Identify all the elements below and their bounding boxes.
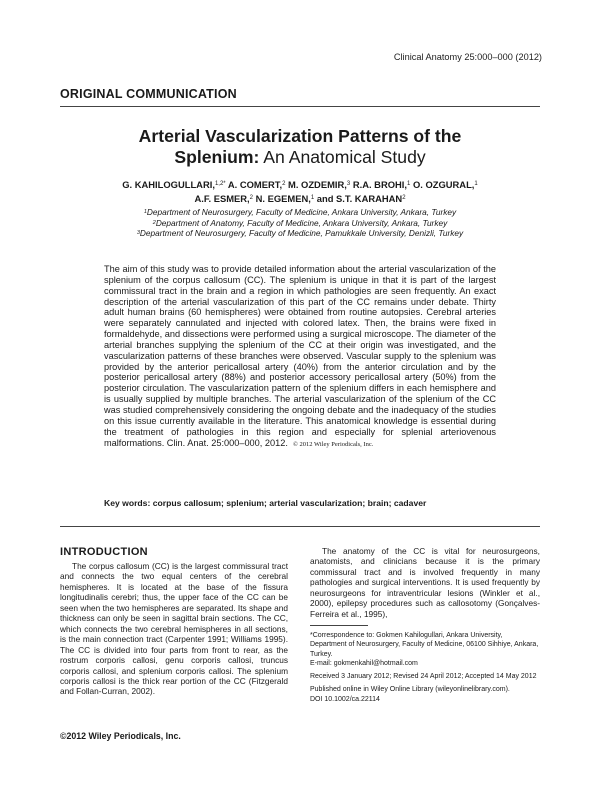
affiliation-marker: 2 — [152, 219, 156, 226]
correspondence-note — [310, 631, 540, 668]
title-line-2 — [60, 147, 540, 168]
affiliation-list — [60, 207, 540, 239]
author-name: A.F. ESMER, — [194, 193, 250, 204]
header-divider — [60, 106, 540, 107]
author-affiliation-marker: 1 — [474, 181, 478, 187]
introduction-heading: INTRODUCTION — [60, 546, 148, 558]
author-name: G. KAHILOGULLARI, — [122, 179, 215, 190]
section-label: ORIGINAL COMMUNICATION — [60, 87, 237, 101]
body-column-right: The anatomy of the CC is vital for neurosurgeons, anatomists, and clinicians because it is the primary commissural tract and is involved frequently in many pathologies and surgical interventions. It is used frequently by neurosurgeons for intraventricular lesions (Winkler et al., 2000), epilepsy procedures such as callosotomy (Gonçalves-Ferreira et al., 1995), — [310, 546, 540, 619]
correspondence-email: E-mail: gokmenkahil@hotmail.com — [310, 659, 418, 667]
abstract-text: The aim of this study was to provide detailed information about the arterial vascularization of the splenium of the corpus callosum (CC). The splenium is unique in that it is part of the largest commissural tract in the brain and a region in which pathologies are seen frequently. An exact description of the arterial vascularization of this part of the CC remains under debate. Thirty adult human brains (60 hemispheres) were obtained from routine autopsies. Cerebral arteries were separately cannulated and injected with colored latex. Then, the brains were fixed in formaldehyde, and dissections were performed using a surgical microscope. The diameter of the arterial branches supplying the splenium of the CC at their origin was investigated, and the vascularization patterns of these branches were observed. Vascular supply to the splenium was provided by the anterior pericallosal artery (40%) from the anterior circulation and by the posterior pericallosal artery (88%) and posterior accessory pericallosal artery (50%) from the posterior circulation. The vascularization pattern of the splenium differs in each hemisphere and is usually supplied by multiple branches. The arterial vascularization of the splenium of the CC was studied comprehensively considering the ongoing debate and the inadequacy of the studies on this issue currently available in the literature. This anatomical knowledge is essential during the treatment of pathologies in this region and especially for splenial arteriovenous malformations. Clin. Anat. 25:000–000, 2012. — [104, 264, 496, 448]
footer-copyright: ©2012 Wiley Periodicals, Inc. — [60, 731, 181, 741]
title-subtitle: An Anatomical Study — [259, 147, 426, 167]
affiliation-text: Department of Neurosurgery, Faculty of Medicine, Pamukkale University, Denizli, Turkey — [139, 228, 464, 239]
published-online: Published online in Wiley Online Library (wileyonlinelibrary.com). — [310, 686, 510, 694]
affiliation-marker: 1 — [143, 209, 147, 215]
affiliation-item — [60, 218, 540, 229]
correspondence-address: *Correspondence to: Gokmen Kahilogullari, Ankara University, Department of Neurosurgery, Faculty of Medicine, 06100 Sihhiye, Ankara, Turkey. — [310, 632, 539, 658]
footnote-divider — [310, 625, 368, 626]
author-name: N. EGEMEN, — [255, 193, 311, 204]
publication-note — [310, 685, 540, 704]
affiliation-marker: 3 — [136, 230, 140, 237]
affiliation-item — [60, 228, 540, 239]
author-affiliation-marker: 2 — [402, 195, 406, 201]
affiliation-text: Department of Anatomy, Faculty of Medicine, Ankara University, Ankara, Turkey — [155, 217, 448, 228]
title-main-part: Splenium: — [174, 147, 260, 167]
received-dates: Received 3 January 2012; Revised 24 April 2012; Accepted 14 May 2012 — [310, 673, 537, 681]
author-name: R.A. BROHI, — [352, 179, 407, 190]
author-name: and S.T. KARAHAN — [316, 193, 403, 204]
title-line-1: Arterial Vascularization Patterns of the — [138, 126, 462, 146]
doi: DOI 10.1002/ca.22114 — [310, 695, 380, 703]
author-affiliation-marker: 1 — [407, 181, 411, 187]
author-name: M. OZDEMIR, — [288, 179, 347, 190]
author-line-1 — [60, 178, 540, 192]
article-title — [60, 126, 540, 168]
author-affiliation-marker: 1,2* — [214, 181, 226, 187]
abstract — [104, 264, 496, 450]
author-name: O. OZGURAL, — [412, 179, 475, 190]
body-column-left: The corpus callosum (CC) is the largest commissural tract and connects the two equal centers of the cerebral hemispheres. It is located at the base of the fissura longitudinalis cerebri; thus, the upper face of the CC can be seen when the two hemispheres are separated. Its shape and thickness can only be seen in sagittal brain sections. The CC, which connects the two cerebral hemispheres in all sections, is the main connection tract (Carpenter 1991; Williams 1995). The CC is divided into four parts from front to rear, as the rostrum corporis callosi, genu corporis callosi, truncus corporis callosi, and splenium corporis callosi. The splenium corporis callosi is the thick rear portion of the CC (Fitzgerald and Follan-Curran, 2002). — [60, 561, 288, 697]
footnotes — [310, 631, 540, 708]
author-name: A. COMERT, — [227, 179, 283, 190]
journal-reference: Clinical Anatomy 25:000–000 (2012) — [393, 52, 542, 62]
keywords: Key words: corpus callosum; splenium; arterial vascularization; brain; cadaver — [104, 498, 427, 508]
affiliation-text: Department of Neurosurgery, Faculty of Medicine, Ankara University, Ankara, Turkey — [146, 207, 457, 217]
affiliation-item — [60, 207, 540, 218]
author-affiliation-marker: 2 — [249, 195, 253, 201]
author-line-2 — [60, 192, 540, 206]
author-affiliation-marker: 2 — [282, 181, 286, 187]
abstract-copyright: © 2012 Wiley Periodicals, Inc. — [292, 440, 374, 448]
author-list — [60, 178, 540, 206]
abstract-divider — [60, 526, 540, 527]
author-affiliation-marker: 1 — [310, 195, 315, 201]
author-affiliation-marker: 3 — [346, 181, 351, 187]
